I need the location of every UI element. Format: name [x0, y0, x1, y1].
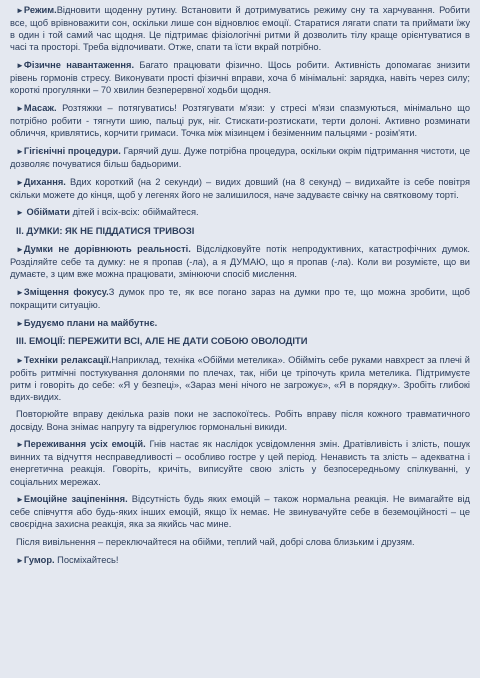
section-heading-emotions: III. ЕМОЦІЇ: ПЕРЕЖИТИ ВСІ, АЛЕ НЕ ДАТИ СОБОЮ ОВОЛОДІТИ [16, 335, 308, 347]
paragraph-label: Зміщення фокусу. [23, 286, 109, 297]
paragraph-obiimy [10, 206, 470, 219]
paragraph-label: Фізичне навантаження. [23, 59, 135, 70]
paragraph-label: Дихання. [23, 176, 66, 187]
paragraph-text: Після вивільнення – переключайтеся на обійми, теплий чай, добрі слова близьким і друзям. [16, 537, 415, 548]
paragraph-relaks [10, 354, 470, 403]
arrow-icon: ► [16, 146, 24, 156]
paragraph-hihiyena [10, 145, 470, 170]
arrow-icon: ► [16, 440, 24, 450]
paragraph-text: Відновити щоденну рутину. Встановити й дотримуватись режиму сну та харчування. Робити все, щоб врівноважити сон, оскільки лише сон відновлює емоції. Старатися лягати спати та приймати їжу в один і той самий час щодня. Це підтримає фізіологічні ритми й дозволить тілу краще орієнтуватися в часі та просторі. Треба відпочивати. Отже, спати та їсти вкрай потрібно. [10, 5, 470, 53]
paragraph-label: Переживання усіх емоцій. [23, 439, 146, 450]
paragraph-vyvil [10, 536, 470, 548]
paragraph-perezh [10, 438, 470, 487]
paragraph-label: Емоційне заціпеніння. [23, 494, 128, 505]
arrow-icon: ► [16, 287, 24, 297]
paragraph-fokus [10, 286, 470, 311]
paragraph-text: Гарячий душ. Дуже потрібна процедура, оскільки окрім підтримання чистоти, це дозволяє почуватися більш бадьорими. [10, 145, 470, 169]
paragraph-label: Гумор. [23, 554, 55, 565]
arrow-icon: ► [16, 318, 24, 328]
arrow-icon: ► [16, 245, 24, 255]
paragraph-rezhym [10, 4, 470, 53]
arrow-icon: ► [16, 177, 24, 187]
paragraph-text: Відслідковуйте потік непродуктивних, катастрофічних думок. Розділяйте себе та думку: не я пропав (-ла), а я ДУМАЮ, що я пропав (-ла). Коли ви розумієте, що ви думаєте, з цим вже можна працювати, змінюючи спосіб мислення. [10, 244, 471, 280]
arrow-icon: ► [16, 103, 24, 113]
paragraph-text: Багато працювати фізично. Щось робити. Активність допомагає знизити рівень гормонів стресу. Виконувати прості фізичні вправи, хоча б мінімальні: зарядка, навіть через силу; короткі прогулянки – 70 хвилин безперервної ходьби щодня. [10, 59, 470, 96]
paragraph-label: Техніки релаксації. [23, 354, 112, 365]
paragraph-text: дітей і всіх-всіх: обіймайтеся. [69, 207, 199, 218]
paragraph-label: Думки не дорівнюють реальності. [23, 244, 191, 255]
paragraph-dykhannia [10, 176, 470, 201]
paragraph-text: Наприклад, техніка «Обійми метелика». Обійміть себе руками навхрест за плечі й робіть ритмічні постукування долонями по плечах, так, ніби це тріпочуть крила метелика. Підтримуєте ритм і говоріть до себе: «Я у безпеці», «Зараз мені нічого не загрожує», «Я в порядку». Зробіть глибокі вдих-видих. [10, 354, 470, 402]
paragraph-label: Масаж. [23, 102, 57, 113]
arrow-icon: ► [16, 6, 24, 15]
paragraph-zatsip [10, 493, 470, 530]
section-heading-thoughts: II. ДУМКИ: ЯК НЕ ПІДДАТИСЯ ТРИВОЗІ [16, 224, 195, 236]
paragraph-label: Будуємо плани на майбутнє. [23, 317, 158, 328]
paragraph-povtor [10, 408, 470, 432]
arrow-icon: ► [16, 208, 24, 218]
paragraph-text: З думок про те, як все погано зараз на думки про те, що можна зробити, щоб покращити ситуацію. [10, 286, 470, 311]
paragraph-plany [10, 317, 470, 330]
arrow-icon: ► [16, 555, 24, 565]
paragraph-text: Посміхайтесь! [54, 554, 119, 565]
paragraph-fizychne [10, 59, 470, 96]
paragraph-text: Повторюйте вправу декілька разів поки не заспокоїтесь. Робіть вправу після кожного травматичного досвіду. Вона знімає напругу та відрегулює гормональні викиди. [10, 409, 470, 432]
paragraph-humor [10, 554, 470, 567]
paragraph-masazh [10, 102, 470, 139]
arrow-icon: ► [16, 355, 24, 365]
paragraph-label: Обіймати [26, 207, 70, 218]
arrow-icon: ► [16, 60, 24, 70]
paragraph-dumky [10, 243, 470, 280]
paragraph-label: Режим. [23, 5, 57, 15]
paragraph-text: Гнів настає як наслідок усвідомлення змін. Дратівливість і злість, пошук винних та відчуття несправедливості – особливо гостре у цей період. Ненависть та злість – адекватна і енергетична реакція. Говоріть, кричіть, виписуйте свою злість у безпосередньому спілкуванні, у соціальних мережах. [10, 439, 470, 487]
paragraph-text: Вдих короткий (на 2 секунди) – видих довший (на 8 секунд) – видихайте із себе повітря скільки можете до кінця, щоб у легенях його не залишилося, наче задуваєте свічку на святковому торті. [10, 176, 470, 200]
paragraph-text: Розтяжки – потягуватись! Розтягувати м'язи: у стресі м'язи спазмуються, мінімально що потрібно робити - тягнути шию, пальці рук, ніг. Стискати-розтискати, терти долоні. Активно розминати обличчя, кривлятись, корчити гримаси. Точка між мізинцем і безіменним пальцями - розім'яти. [10, 102, 470, 139]
paragraph-text: Відсутність будь яких емоцій – також нормальна реакція. Не вимагайте від себе співчуття або будь-яких інших емоцій, якщо їх немає. Не звинувачуйте себе в беземоційності – це своєрідна захисна реакція, яка за якийсь час мине. [10, 494, 470, 530]
paragraph-label: Гігієнічні процедури. [23, 145, 121, 156]
arrow-icon: ► [16, 495, 24, 505]
